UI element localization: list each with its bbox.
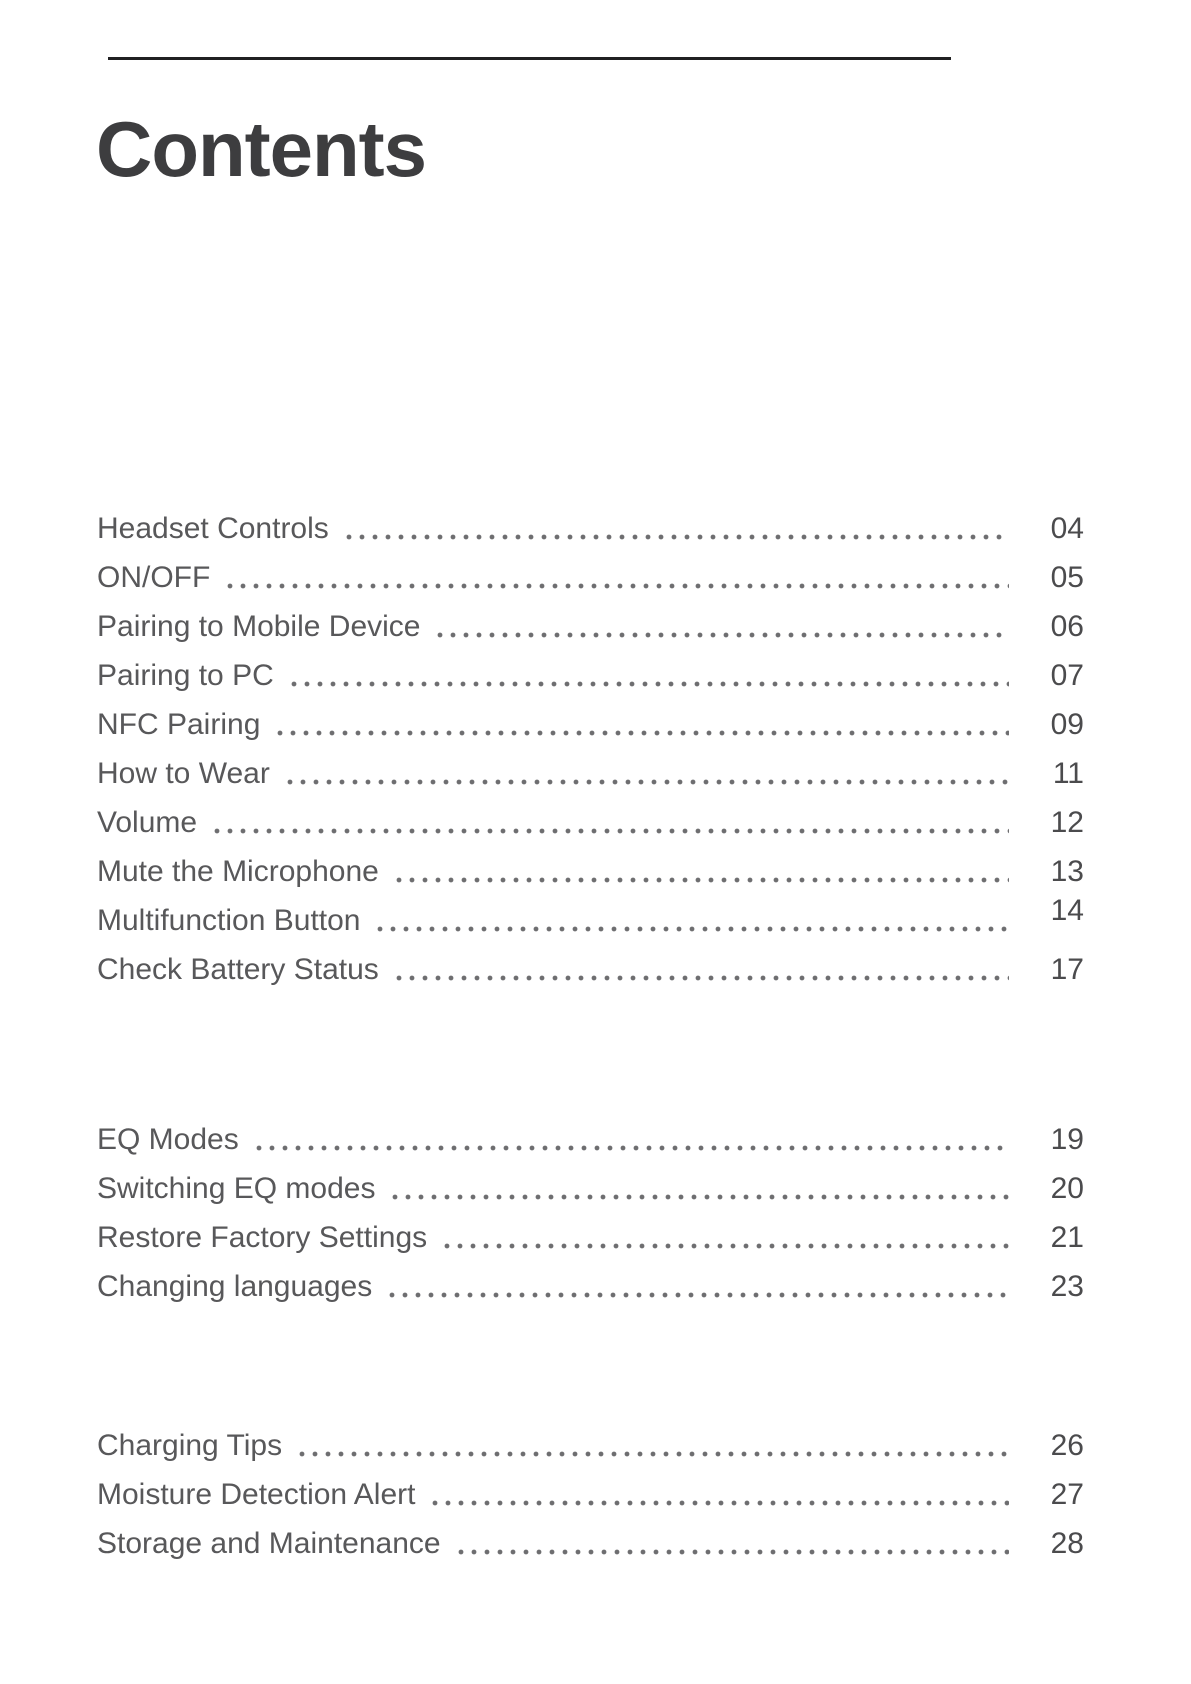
toc-row: [97, 893, 1084, 945]
toc-row: [97, 602, 1084, 651]
dotted-leader: [299, 1451, 1009, 1457]
toc-item-page-number: 19: [1050, 1122, 1084, 1156]
toc-item-label: Switching EQ modes: [97, 1171, 376, 1205]
dotted-leader: [256, 1145, 1009, 1151]
dotted-leader: [444, 1243, 1009, 1249]
toc-row: [97, 1213, 1084, 1262]
toc-item-label: Headset Controls: [97, 511, 329, 545]
toc-item-label: Charging Tips: [97, 1428, 283, 1462]
toc-item-label: Moisture Detection Alert: [97, 1477, 416, 1511]
toc-item-page-number: 06: [1050, 609, 1084, 643]
dotted-leader: [291, 681, 1009, 687]
dotted-leader: [287, 779, 1009, 785]
toc-item-label: Check Battery Status: [97, 952, 379, 986]
toc-item-page-number: 13: [1050, 854, 1084, 888]
toc-row: [97, 553, 1084, 602]
toc-row: [97, 1470, 1084, 1519]
dotted-leader: [346, 534, 1009, 540]
toc-item-page-number: 07: [1050, 658, 1084, 692]
toc-row: [97, 1421, 1084, 1470]
dotted-leader: [437, 632, 1009, 638]
page-title: Contents: [96, 105, 426, 193]
toc-item-label: Pairing to PC: [97, 658, 274, 692]
toc-row: [97, 1519, 1084, 1568]
dotted-leader: [227, 583, 1009, 589]
toc-item-label: NFC Pairing: [97, 707, 261, 741]
toc-item-page-number: 26: [1050, 1428, 1084, 1462]
toc-item-page-number: 17: [1050, 952, 1084, 986]
toc-item-page-number: 23: [1050, 1269, 1084, 1303]
toc-item-page-number: 20: [1050, 1171, 1084, 1205]
toc-item-page-number: 05: [1050, 560, 1084, 594]
toc-group: [97, 1421, 1084, 1568]
toc: [97, 504, 1084, 1568]
toc-row: [97, 749, 1084, 798]
toc-row: [97, 945, 1084, 994]
top-divider-rule: [108, 57, 951, 60]
toc-row: [97, 700, 1084, 749]
toc-item-label: Storage and Maintenance: [97, 1526, 441, 1560]
toc-row: [97, 798, 1084, 847]
toc-row: [97, 651, 1084, 700]
toc-row: [97, 504, 1084, 553]
toc-item-label: EQ Modes: [97, 1122, 239, 1156]
dotted-leader: [392, 1194, 1009, 1200]
toc-group: [97, 1115, 1084, 1311]
toc-item-label: ON/OFF: [97, 560, 211, 594]
dotted-leader: [389, 1292, 1009, 1298]
toc-item-page-number: 04: [1050, 511, 1084, 545]
toc-row: [97, 1115, 1084, 1164]
toc-item-page-number: 28: [1050, 1526, 1084, 1560]
dotted-leader: [377, 926, 1009, 932]
toc-item-page-number: 11: [1052, 756, 1084, 790]
toc-row: [97, 1262, 1084, 1311]
toc-item-label: Volume: [97, 805, 198, 839]
dotted-leader: [458, 1549, 1009, 1555]
toc-row: [97, 1164, 1084, 1213]
toc-group: [97, 504, 1084, 994]
toc-item-page-number: 09: [1050, 707, 1084, 741]
toc-item-label: Mute the Microphone: [97, 854, 379, 888]
dotted-leader: [396, 877, 1009, 883]
toc-item-label: Pairing to Mobile Device: [97, 609, 421, 643]
toc-item-label: Changing languages: [97, 1269, 373, 1303]
toc-item-label: How to Wear: [97, 756, 270, 790]
dotted-leader: [277, 730, 1009, 736]
dotted-leader: [214, 828, 1009, 834]
dotted-leader: [432, 1500, 1009, 1506]
toc-item-page-number: 12: [1050, 805, 1084, 839]
toc-item-page-number: 14: [1050, 893, 1084, 927]
toc-item-page-number: 27: [1050, 1477, 1084, 1511]
toc-row: [97, 847, 1084, 896]
toc-item-label: Restore Factory Settings: [97, 1220, 428, 1254]
toc-item-label: Multifunction Button: [97, 903, 361, 937]
toc-item-page-number: 21: [1050, 1220, 1084, 1254]
dotted-leader: [396, 975, 1009, 981]
